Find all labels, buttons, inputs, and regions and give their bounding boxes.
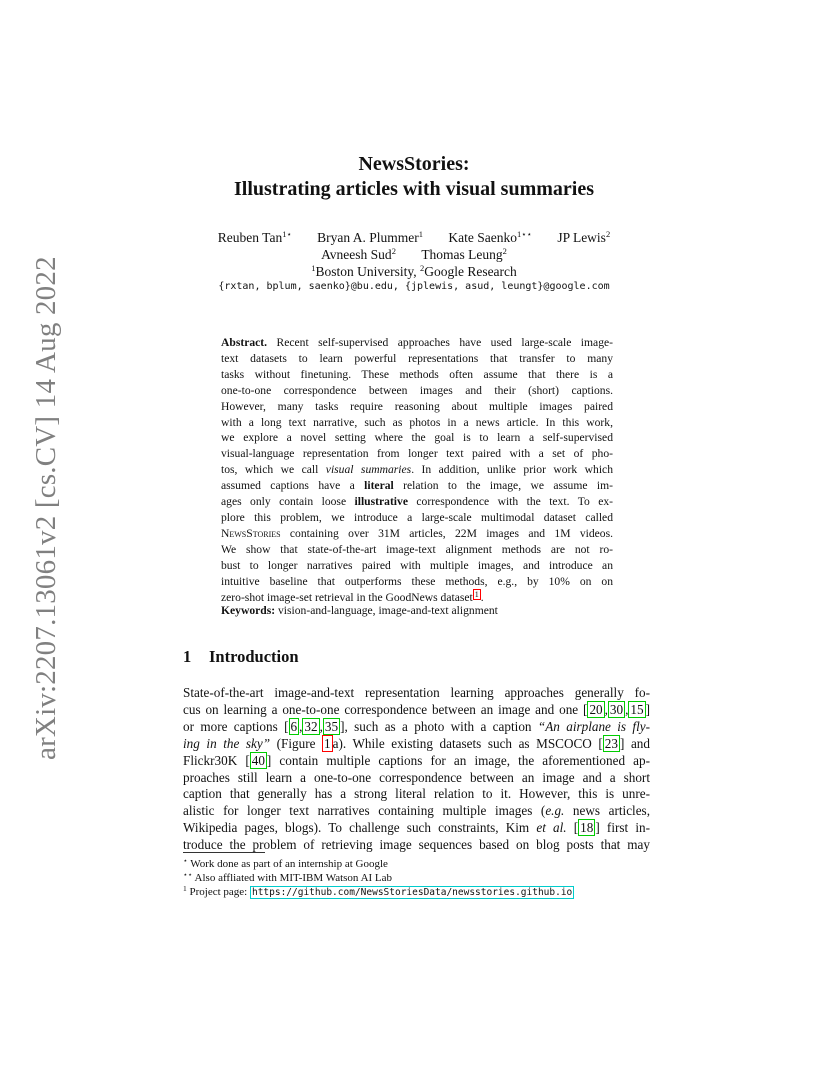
dataset-name: NewsStories — [221, 526, 281, 540]
body-line: proaches still learn a one-to-one correspondence between an image and a short — [183, 769, 650, 785]
abstract-line: tasks without finetuning. These methods often assume that there is a — [221, 367, 613, 381]
citation-link[interactable]: 23 — [604, 735, 618, 751]
author: Reuben Tan$^{1⋆}$ — [217, 229, 292, 245]
author: Thomas Leung$^2$ — [421, 246, 507, 262]
abstract-line: However, many tasks require reasoning about multiple images paired — [221, 399, 613, 413]
footnote: ⋆ Work done as part of an internship at Google — [183, 856, 388, 870]
author-row-1 — [0, 229, 828, 246]
footnote: ⋆⋆ Also affliated with MIT-IBM Watson AI Lab — [183, 870, 393, 884]
body-line: troduce the problem of retrieving image sequences based on blog posts that may — [183, 837, 650, 853]
body-line: Wikipedia pages, blogs). To challenge such constraints, Kim et al. [ 18 ] first in- — [183, 820, 650, 836]
citation-link[interactable]: 20 — [589, 701, 603, 717]
abstract — [221, 335, 613, 605]
abstract-line: visual-language representation from longer text paired with a set of pho- — [221, 447, 613, 461]
paper-title-line1: NewsStories: — [358, 153, 470, 175]
abstract-line: text datasets to learn powerful representations that transfer to many — [221, 351, 613, 365]
abstract-line: bust to longer narratives paired with multiple images, and introduce an — [221, 558, 613, 572]
footnote-rule — [183, 852, 265, 853]
arxiv-side-stamp: arXiv:2207.13061v2 [cs.CV] 14 Aug 2022 — [30, 256, 62, 760]
citation-link[interactable]: 6 — [290, 718, 298, 734]
body-line: ing in the sky” (Figure 1 a). While existing datasets such as MSCOCO [ 23 ] and — [183, 735, 650, 751]
abstract-line: we explore a novel setting where the goal is to learn a self-supervised — [221, 431, 613, 445]
body-line: cus on learning a one-to-one correspondence between an image and one [ 20 , 30 , 15 ] — [183, 701, 650, 717]
abstract-label: Abstract. — [221, 336, 268, 349]
figure-link[interactable]: 1 — [324, 735, 331, 751]
author-emails: {rxtan, bplum, saenko}@bu.edu, {jplewis, asud, leungt}@google.com — [218, 281, 610, 292]
abstract-line: zero-shot image-set retrieval in the GoodNews dataset $^1$ . — [221, 589, 484, 604]
author: Kate Saenko$^{1⋆⋆}$ — [448, 229, 532, 245]
citation-link[interactable]: 35 — [324, 718, 339, 734]
keywords: Keywords: vision-and-language, image-and-text alignment — [221, 604, 498, 617]
abstract-line: ages only contain loose illustrative correspondence with the text. To ex- — [221, 495, 613, 509]
body-line: or more captions [ 6 , 32 , 35 ], such as a photo with a caption “An airplane is fly- — [183, 718, 651, 734]
body-line: State-of-the-art image-and-text representation learning approaches generally fo- — [183, 685, 650, 700]
body-line: Flickr30K [ 40 ] contain multiple captions for an image, the aforementioned ap- — [183, 752, 651, 768]
citation-link[interactable]: 32 — [304, 718, 318, 734]
abstract-line: We show that state-of-the-art image-text alignment methods are not ro- — [221, 542, 613, 556]
author: Avneesh Sud$^2$ — [321, 246, 396, 262]
affiliations: $^1$Boston University, $^2$Google Research — [311, 263, 517, 279]
citation-link[interactable]: 18 — [580, 820, 594, 836]
abstract-line: one-to-one correspondence between images and their (short) captions. — [221, 383, 613, 397]
project-page-link[interactable]: https://github.com/NewsStoriesData/newsstories.github.io — [251, 887, 573, 898]
abstract-line: NewsStories containing over 31M articles, 22M images and 1M videos. — [221, 526, 613, 540]
footnotes — [183, 857, 653, 900]
footnote: $^1$ Project page: https://github.com/NewsStoriesData/newsstories.github.io — [183, 884, 573, 898]
author: JP Lewis$^2$ — [557, 229, 611, 245]
citation-link[interactable]: 40 — [251, 752, 265, 768]
citation-link[interactable]: 30 — [609, 701, 624, 717]
abstract-line: Abstract. Recent self-supervised approaches have used large-scale image- — [221, 336, 613, 349]
citation-link[interactable]: 15 — [630, 701, 644, 717]
abstract-line: plore this problem, we introduce a large-scale multimodal dataset called — [221, 510, 613, 524]
author-row-2 — [0, 246, 828, 263]
body-line: caption that generally has a strong literal relation to it. However, this is unre- — [183, 786, 650, 802]
abstract-line: tos, which we call visual summaries. In addition, unlike prior work which — [221, 463, 613, 477]
introduction-text — [183, 685, 650, 854]
paper-title-line2: Illustrating articles with visual summaries — [234, 178, 594, 200]
abstract-line: assumed captions have a literal relation to the image, we assume im- — [221, 479, 613, 493]
section-heading: 1 Introduction — [183, 647, 299, 666]
abstract-line: intuitive baseline that outperforms these methods, e.g., by 10% on on — [221, 574, 613, 588]
keywords-label: Keywords: — [221, 604, 276, 617]
abstract-line: with a long text narrative, such as photos in a news article. In this work, — [221, 415, 613, 429]
footnote-link[interactable]: 1 — [474, 589, 479, 599]
author: Bryan A. Plummer$^1$ — [317, 229, 424, 245]
body-line: alistic for longer text narratives containing multiple images (e.g. news articles, — [183, 803, 650, 819]
